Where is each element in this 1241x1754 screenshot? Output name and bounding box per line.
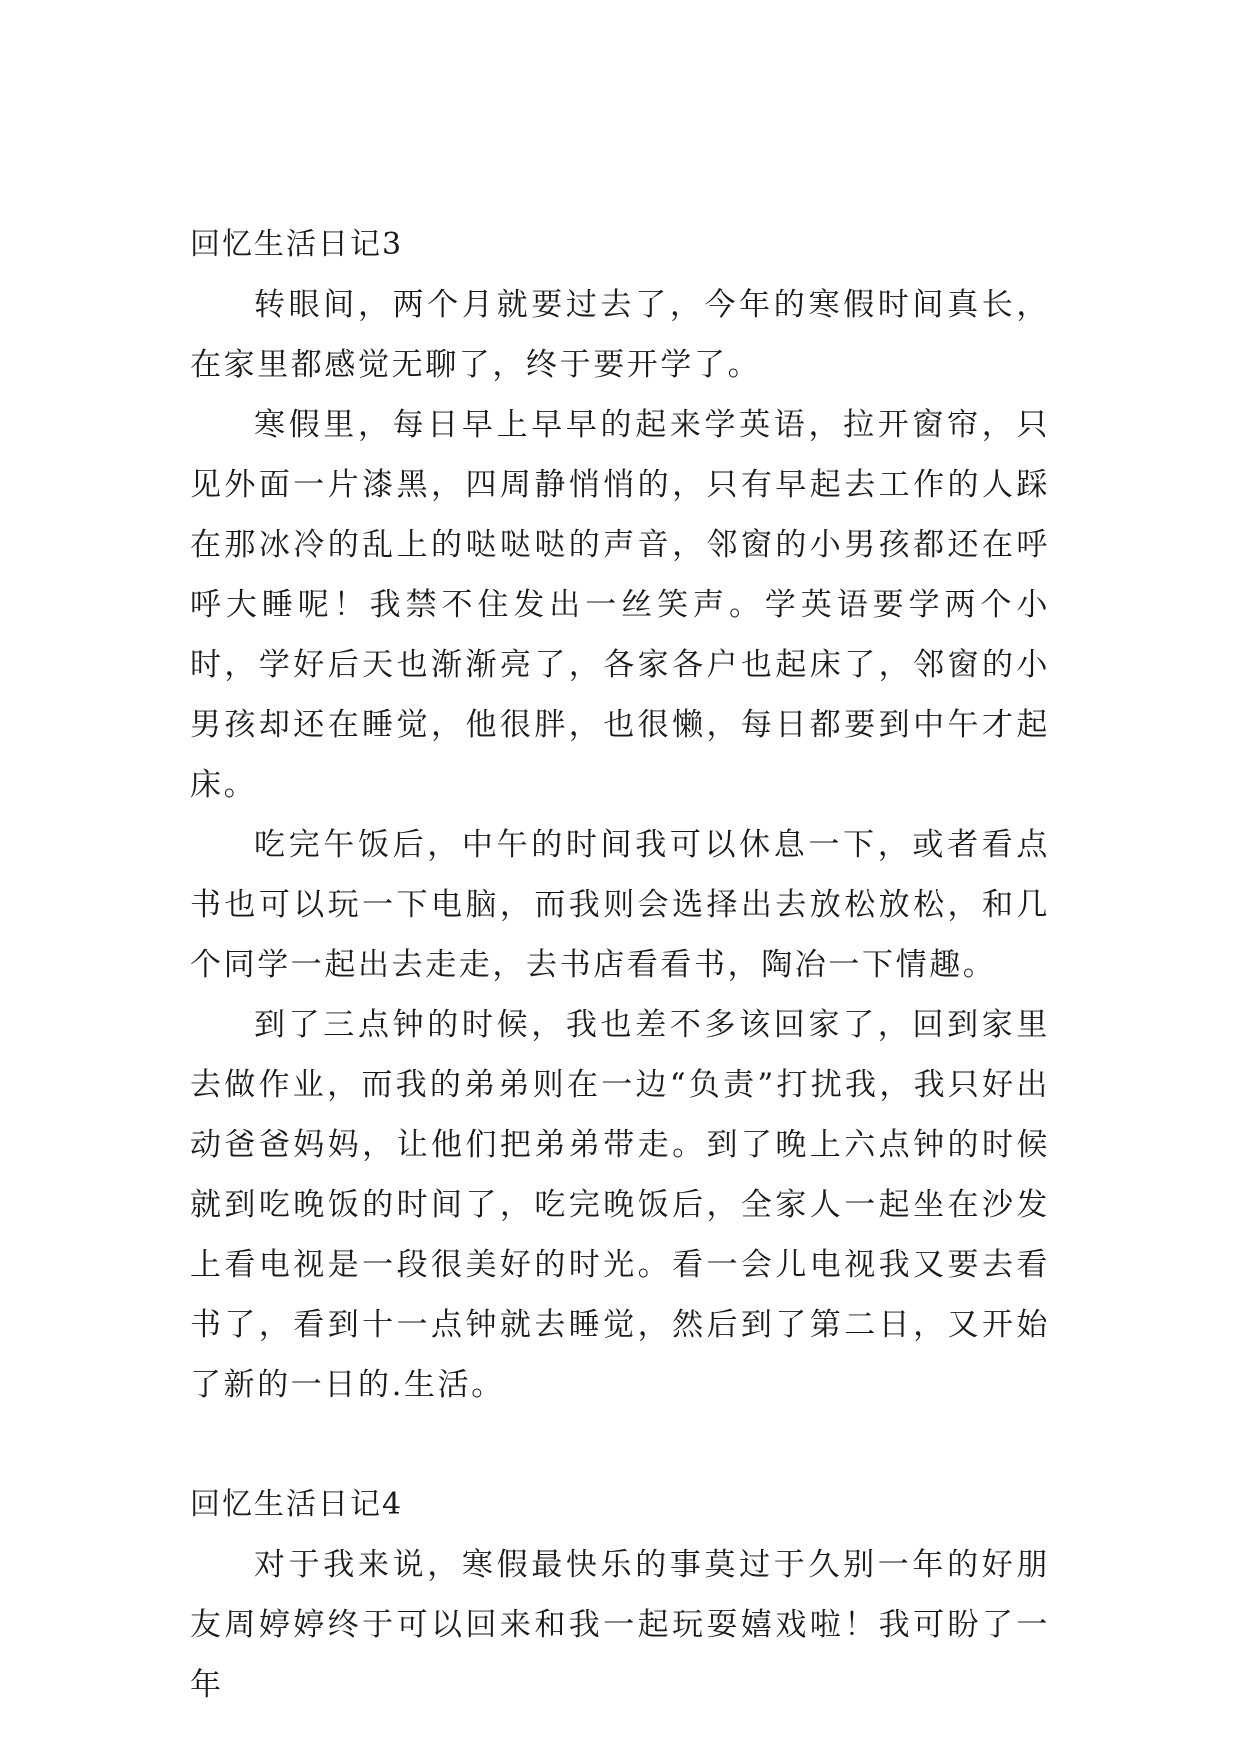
- section-title: 回忆生活日记4: [190, 1487, 404, 1522]
- paragraph: 转眼间，两个月就要过去了，今年的寒假时间真长，在家里都感觉无聊了，终于要开学了。: [190, 287, 1050, 383]
- paragraph: 寒假里，每日早上早早的起来学英语，拉开窗帘，只见外面一片漆黑，四周静悄悄的，只有早起去工作的人踩在那冰冷的乱上的哒哒哒的声音，邻窗的小男孩都还在呼呼大睡呢！我禁不住发出一丝笑声。学英语要学两个小时，学好后天也渐渐亮了，各家各户也起床了，邻窗的小男孩却还在睡觉，他很胖，也很懒，每日都要到中午才起床。: [190, 407, 1050, 803]
- section-gap: [190, 1415, 1050, 1475]
- document-page: [190, 215, 1050, 1715]
- section-title: 回忆生活日记3: [190, 227, 404, 262]
- paragraph: 对于我来说，寒假最快乐的事莫过于久别一年的好朋友周婷婷终于可以回来和我一起玩耍嬉戏啦！我可盼了一年: [190, 1547, 1050, 1703]
- paragraph: 到了三点钟的时候，我也差不多该回家了，回到家里去做作业，而我的弟弟则在一边“负责”打扰我，我只好出动爸爸妈妈，让他们把弟弟带走。到了晚上六点钟的时候就到吃晚饭的时间了，吃完晚饭后，全家人一起坐在沙发上看电视是一段很美好的时光。看一会儿电视我又要去看书了，看到十一点钟就去睡觉，然后到了第二日，又开始了新的一日的.生活。: [190, 1007, 1050, 1403]
- paragraph: 吃完午饭后，中午的时间我可以休息一下，或者看点书也可以玩一下电脑，而我则会选择出去放松放松，和几个同学一起出去走走，去书店看看书，陶冶一下情趣。: [190, 827, 1050, 983]
